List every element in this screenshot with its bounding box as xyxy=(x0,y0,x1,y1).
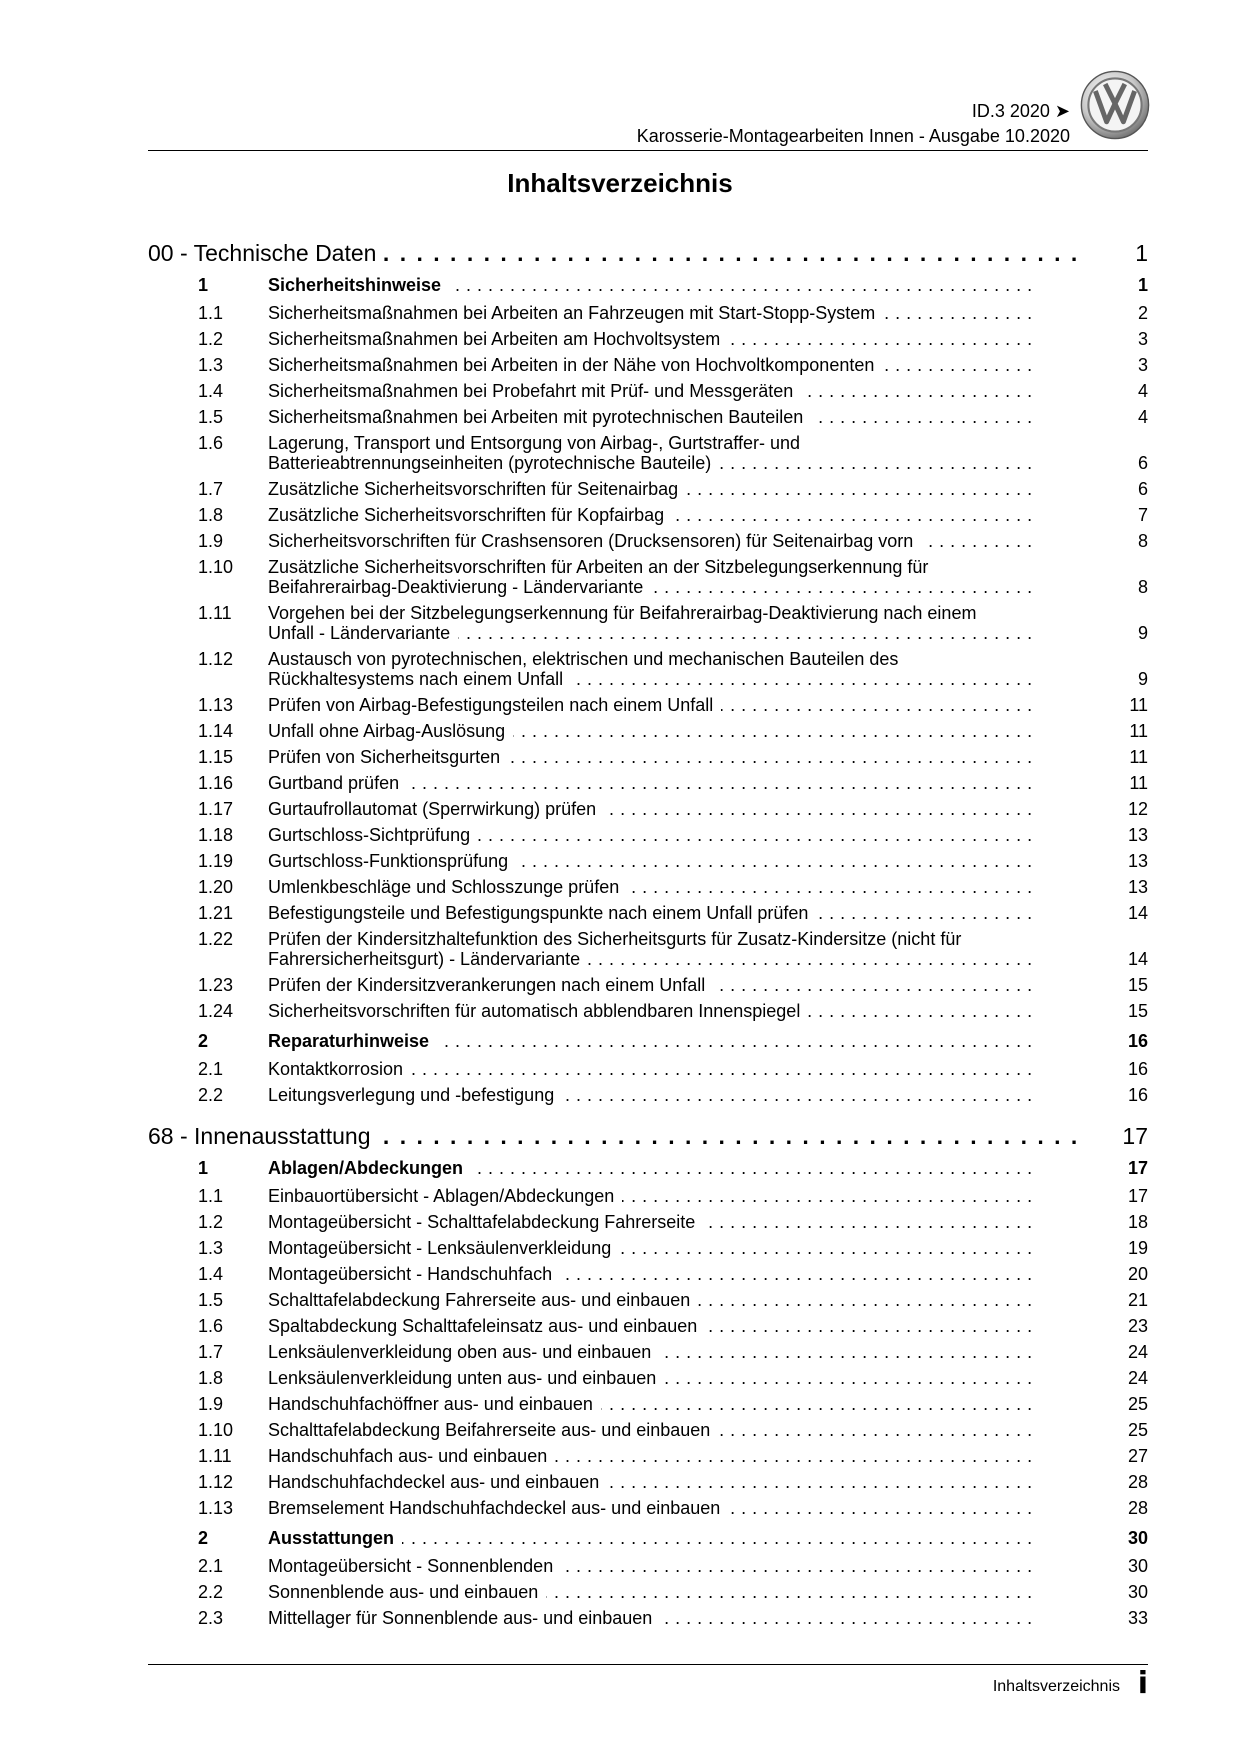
toc-entry-number: 1.18 xyxy=(198,825,234,845)
toc-entry-number: 2 xyxy=(198,1031,209,1051)
toc-entry-text: Prüfen von Airbag-Befestigungsteilen nach einem Unfall xyxy=(268,695,721,715)
toc-entry-text: Sicherheitsvorschriften für automatisch abblendbaren Innenspiegel xyxy=(268,1001,808,1021)
toc-entry-text: Einbauortübersicht - Ablagen/Abdeckungen xyxy=(268,1186,622,1206)
toc-entry-page: 13 xyxy=(1127,851,1148,871)
toc-entry-page: 4 xyxy=(1137,407,1148,427)
toc-entry-page: 16 xyxy=(1127,1031,1148,1051)
toc-entry-page: 25 xyxy=(1127,1420,1148,1440)
toc-entry-text: Rückhaltesystems nach einem Unfall xyxy=(268,669,571,689)
toc-entry-page: 11 xyxy=(1129,721,1148,741)
toc-entry-number: 1 xyxy=(198,1158,209,1178)
toc-entry-text: Mittellager für Sonnenblende aus- und einbauen xyxy=(268,1608,660,1628)
toc-entry-number: 1.7 xyxy=(198,479,224,499)
toc-entry-text: Sicherheitsmaßnahmen bei Arbeiten in der Nähe von Hochvoltkomponenten xyxy=(268,355,882,375)
toc-entry-number: 1.10 xyxy=(198,557,234,577)
header-rule xyxy=(148,150,1148,151)
toc-entry-text-line1: Austausch von pyrotechnischen, elektrischen und mechanischen Bauteilen des xyxy=(268,649,899,669)
toc-entry-page: 20 xyxy=(1127,1264,1148,1284)
toc-entry-page: 19 xyxy=(1127,1238,1148,1258)
toc-entry-number: 1.6 xyxy=(198,1316,224,1336)
toc-entry-number: 1.3 xyxy=(198,1238,224,1258)
toc-entry-page: 30 xyxy=(1127,1556,1148,1576)
toc-entry-number: 2.1 xyxy=(198,1059,224,1079)
toc-entry-text: Prüfen von Sicherheitsgurten xyxy=(268,747,508,767)
toc-entry-page: 30 xyxy=(1127,1582,1148,1602)
toc-entry-text-line1: Prüfen der Kindersitzhaltefunktion des Sicherheitsgurts für Zusatz-Kindersitze (nicht für xyxy=(268,929,962,949)
toc-entry-page: 8 xyxy=(1137,531,1148,551)
toc-entry-text: Bremselement Handschuhfachdeckel aus- und einbauen xyxy=(268,1498,728,1518)
toc-entry-page: 16 xyxy=(1127,1059,1148,1079)
toc-entry-page: 8 xyxy=(1137,577,1148,597)
toc-entry-page: 17 xyxy=(1127,1158,1148,1178)
toc-entry-number: 1.21 xyxy=(198,903,234,923)
toc-entry-page: 14 xyxy=(1127,949,1148,969)
footer-label: Inhaltsverzeichnis xyxy=(992,1678,1120,1695)
toc-entry-page: 30 xyxy=(1127,1528,1148,1548)
toc-entry-page: 21 xyxy=(1127,1290,1148,1310)
toc-entry-number: 2.2 xyxy=(198,1085,224,1105)
toc-entry-page: 11 xyxy=(1129,695,1148,715)
toc-entry-text: Sicherheitshinweise xyxy=(268,275,449,295)
toc-entry-number: 1.15 xyxy=(198,747,234,767)
toc-entry-page: 14 xyxy=(1127,903,1148,923)
toc-entry-text: Lenksäulenverkleidung unten aus- und einbauen xyxy=(268,1368,664,1388)
toc-entry-text: Befestigungsteile und Befestigungspunkte nach einem Unfall prüfen xyxy=(268,903,816,923)
toc-entry-text: Sicherheitsmaßnahmen bei Arbeiten mit pyrotechnischen Bauteilen xyxy=(268,407,811,427)
toc-entry-page: 6 xyxy=(1137,479,1148,499)
toc-entry-page: 2 xyxy=(1137,303,1148,323)
toc-entry-page: 16 xyxy=(1127,1085,1148,1105)
toc-entry-page: 28 xyxy=(1127,1498,1148,1518)
toc-entry-page: 17 xyxy=(1127,1186,1148,1206)
toc-entry-text: Zusätzliche Sicherheitsvorschriften für Kopfairbag xyxy=(268,505,672,525)
toc-entry-number: 1.7 xyxy=(198,1342,224,1362)
toc-entry-text: Gurtaufrollautomat (Sperrwirkung) prüfen xyxy=(268,799,604,819)
toc-entry-page: 23 xyxy=(1127,1316,1148,1336)
toc-entry-number: 1.24 xyxy=(198,1001,234,1021)
toc-entry-page: 6 xyxy=(1137,453,1148,473)
toc-entry-page: 13 xyxy=(1127,825,1148,845)
toc-entry-number: 1.16 xyxy=(198,773,234,793)
toc-entry-text: Sicherheitsmaßnahmen bei Arbeiten am Hochvoltsystem xyxy=(268,329,728,349)
toc-entry-page: 3 xyxy=(1137,329,1148,349)
toc-entry-number: 1.1 xyxy=(198,303,224,323)
toc-entry-number: 1.20 xyxy=(198,877,234,897)
toc-entry-page: 9 xyxy=(1137,623,1148,643)
toc-entry-number: 1.11 xyxy=(198,1446,232,1466)
footer-rule xyxy=(148,1664,1148,1665)
toc-entry-text: Reparaturhinweise xyxy=(268,1031,437,1051)
toc-entry-text: Spaltabdeckung Schalttafeleinsatz aus- und einbauen xyxy=(268,1316,705,1336)
toc-entry-number: 1.19 xyxy=(198,851,234,871)
toc-entry-number: 1.8 xyxy=(198,1368,224,1388)
toc-entry-number: 1.13 xyxy=(198,1498,234,1518)
toc-entry-number: 1.12 xyxy=(198,1472,234,1492)
toc-entry-page: 28 xyxy=(1127,1472,1148,1492)
toc-entry-number: 1.11 xyxy=(198,603,232,623)
toc-entry-text: Handschuhfach aus- und einbauen xyxy=(268,1446,555,1466)
toc-entry-number: 1.5 xyxy=(198,1290,224,1310)
toc-entry-number: 1.9 xyxy=(198,1394,224,1414)
toc-entry-number: 1.5 xyxy=(198,407,224,427)
toc-entry-number: 1.17 xyxy=(198,799,234,819)
toc-entry-number: 1.10 xyxy=(198,1420,234,1440)
toc-entry-text: Batterieabtrennungseinheiten (pyrotechnische Bauteile) xyxy=(268,453,719,473)
toc-entry-number: 1.9 xyxy=(198,531,224,551)
toc-entry-text: Montageübersicht - Sonnenblenden xyxy=(268,1556,561,1576)
toc-entry-number: 1.14 xyxy=(198,721,234,741)
toc-entry-number: 2 xyxy=(198,1528,209,1548)
toc-entry-text: Schalttafelabdeckung Beifahrerseite aus- und einbauen xyxy=(268,1420,718,1440)
toc-entry-text: Beifahrerairbag-Deaktivierung - Ländervariante xyxy=(268,577,651,597)
toc-entry-text: Unfall - Ländervariante xyxy=(268,623,458,643)
header-model: ID.3 2020 ➤ xyxy=(971,101,1070,121)
toc-entry-page: 15 xyxy=(1127,975,1148,995)
toc-entry-number: 2.3 xyxy=(198,1608,224,1628)
toc-entry-text: Sicherheitsvorschriften für Crashsensoren (Drucksensoren) für Seitenairbag vorn xyxy=(268,531,921,551)
toc-entry-number: 1.13 xyxy=(198,695,234,715)
toc-entry-text: Montageübersicht - Lenksäulenverkleidung xyxy=(268,1238,619,1258)
toc-entry-number: 1.1 xyxy=(198,1186,224,1206)
toc-entry-text: Gurtband prüfen xyxy=(268,773,407,793)
toc-entry-text: Unfall ohne Airbag-Auslösung xyxy=(268,721,513,741)
vw-logo xyxy=(1080,70,1150,140)
toc-entry-page: 33 xyxy=(1127,1608,1148,1628)
toc-entry-page: 25 xyxy=(1127,1394,1148,1414)
footer-page-number: i xyxy=(1137,1666,1148,1701)
toc-entry-page: 4 xyxy=(1137,381,1148,401)
toc-entry-page: 1 xyxy=(1137,275,1148,295)
toc-entry-text: Ablagen/Abdeckungen xyxy=(268,1158,471,1178)
toc-entry-text: Fahrersicherheitsgurt) - Ländervariante xyxy=(268,949,588,969)
toc-entry-number: 1.6 xyxy=(198,433,224,453)
toc-entry-number: 1.4 xyxy=(198,381,224,401)
toc-entry-text: Handschuhfachöffner aus- und einbauen xyxy=(268,1394,601,1414)
toc-entry-number: 1.23 xyxy=(198,975,234,995)
toc-entry-page: 24 xyxy=(1127,1368,1148,1388)
toc-entry-page: 11 xyxy=(1129,747,1148,767)
toc-entry-text: Lenksäulenverkleidung oben aus- und einbauen xyxy=(268,1342,659,1362)
toc-entry-page: 15 xyxy=(1127,1001,1148,1021)
toc-entry-number: 1.8 xyxy=(198,505,224,525)
toc-entry-text: Handschuhfachdeckel aus- und einbauen xyxy=(268,1472,607,1492)
toc-entry-text-line1: Zusätzliche Sicherheitsvorschriften für Arbeiten an der Sitzbelegungserkennung für xyxy=(268,557,929,577)
toc-chapter-label: 68 - Innenausstattung xyxy=(148,1123,379,1149)
toc-entry-number: 1.2 xyxy=(198,329,224,349)
toc-entry-page: 12 xyxy=(1127,799,1148,819)
toc-entry-number: 2.1 xyxy=(198,1556,224,1576)
toc-entry-page: 11 xyxy=(1129,773,1148,793)
toc-entry-text: Schalttafelabdeckung Fahrerseite aus- und einbauen xyxy=(268,1290,698,1310)
toc-entry-number: 1.2 xyxy=(198,1212,224,1232)
toc-chapter-page: 17 xyxy=(1122,1123,1148,1149)
toc-entry-page: 7 xyxy=(1137,505,1148,525)
toc-chapter-label: 00 - Technische Daten xyxy=(148,240,384,266)
toc-entry-text: Sonnenblende aus- und einbauen xyxy=(268,1582,546,1602)
toc-entry-text: Montageübersicht - Schalttafelabdeckung Fahrerseite xyxy=(268,1212,703,1232)
toc-entry-text: Sicherheitsmaßnahmen bei Arbeiten an Fahrzeugen mit Start-Stopp-System xyxy=(268,303,883,323)
toc-entry-page: 13 xyxy=(1127,877,1148,897)
toc-entry-text-line1: Lagerung, Transport und Entsorgung von Airbag-, Gurtstraffer- und xyxy=(268,433,800,453)
toc-entry-page: 3 xyxy=(1137,355,1148,375)
toc-entry-number: 1 xyxy=(198,275,209,295)
toc-entry-page: 9 xyxy=(1137,669,1148,689)
toc-entry-number: 1.12 xyxy=(198,649,234,669)
toc-entry-text: Sicherheitsmaßnahmen bei Probefahrt mit Prüf- und Messgeräten xyxy=(268,381,801,401)
toc-entry-text: Kontaktkorrosion xyxy=(268,1059,411,1079)
header-subtitle: Karosserie-Montagearbeiten Innen - Ausgabe 10.2020 xyxy=(636,126,1070,146)
toc-entry-text: Montageübersicht - Handschuhfach xyxy=(268,1264,560,1284)
page-title: Inhaltsverzeichnis xyxy=(507,168,733,198)
toc-entry-number: 1.22 xyxy=(198,929,234,949)
toc-entry-page: 18 xyxy=(1127,1212,1148,1232)
toc-entry-number: 2.2 xyxy=(198,1582,224,1602)
toc-chapter-page: 1 xyxy=(1135,240,1148,266)
toc-entry-text: Gurtschloss-Sichtprüfung xyxy=(268,825,478,845)
toc-entry-text: Leitungsverlegung und -befestigung xyxy=(268,1085,562,1105)
toc-entry-text: Ausstattungen xyxy=(268,1528,402,1548)
toc-entry-page: 24 xyxy=(1127,1342,1148,1362)
toc-entry-text: Zusätzliche Sicherheitsvorschriften für Seitenairbag xyxy=(268,479,686,499)
toc-entry-number: 1.4 xyxy=(198,1264,224,1284)
toc-entry-number: 1.3 xyxy=(198,355,224,375)
toc-entry-text-line1: Vorgehen bei der Sitzbelegungserkennung für Beifahrerairbag-Deaktivierung nach einem xyxy=(268,603,977,623)
toc-entry-text: Umlenkbeschläge und Schlosszunge prüfen xyxy=(268,877,627,897)
toc-entry-text: Prüfen der Kindersitzverankerungen nach einem Unfall xyxy=(268,975,713,995)
toc-entry-page: 27 xyxy=(1127,1446,1148,1466)
toc-entry-text: Gurtschloss-Funktionsprüfung xyxy=(268,851,516,871)
